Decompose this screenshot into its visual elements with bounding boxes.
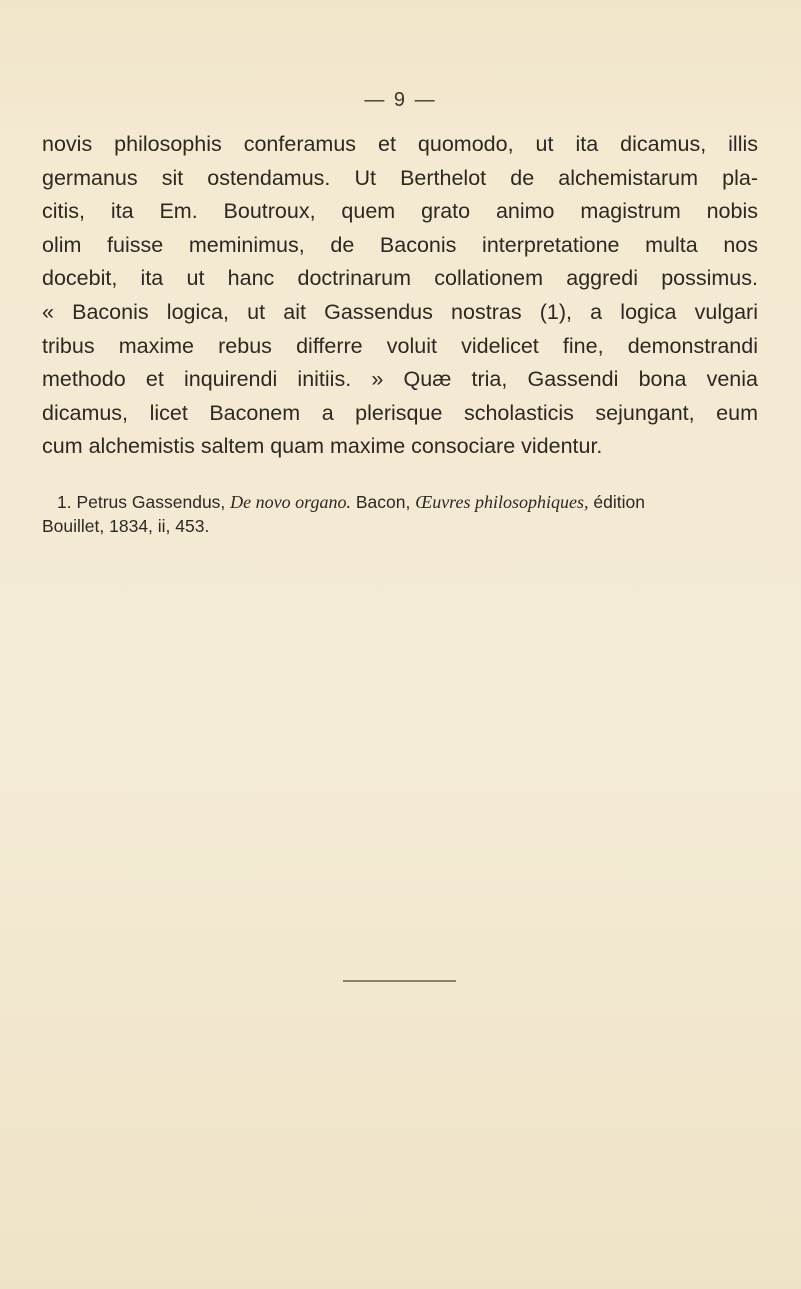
text-line: dicamus, licet Baconem a plerisque scholasticis sejungant, eum [42, 400, 758, 425]
text-line: tribus maxime rebus differre voluit videlicet fine, demonstrandi [42, 333, 758, 358]
text-line: methodo et inquirendi initiis. » Quæ tria, Gassendi bona venia [42, 367, 758, 392]
end-rule [343, 980, 456, 982]
footnote-prefix: 1. Petrus Gassendus, [57, 492, 231, 512]
text-line: citis, ita Em. Boutroux, quem grato animo magistrum nobis [42, 199, 758, 224]
text-line: olim fuisse meminimus, de Baconis interpretatione multa nos [42, 232, 758, 257]
body-paragraph [42, 128, 758, 464]
footnote-line [42, 490, 758, 514]
page-number: — 9 — [364, 89, 437, 111]
text-line: germanus sit ostendamus. Ut Berthelot de alchemistarum pla- [42, 165, 758, 190]
footnote-title-oeuvres: Œuvres philosophiques, [415, 492, 589, 512]
text-line: novis philosophis conferamus et quomodo, ut ita dicamus, illis [42, 132, 758, 156]
footnote-title-organo: De novo organo. [230, 492, 351, 512]
footnote-mid: Bacon, [350, 492, 416, 512]
footnote [42, 490, 758, 538]
text-line: cum alchemistis saltem quam maxime consociare videntur. [42, 434, 603, 459]
footnote-line: Bouillet, 1834, ii, 453. [42, 516, 210, 536]
text-line: « Baconis logica, ut ait Gassendus nostras (1), a logica vulgari [42, 299, 758, 324]
footnote-suffix: édition [588, 492, 645, 512]
text-line: docebit, ita ut hanc doctrinarum collationem aggredi possimus. [42, 266, 758, 291]
